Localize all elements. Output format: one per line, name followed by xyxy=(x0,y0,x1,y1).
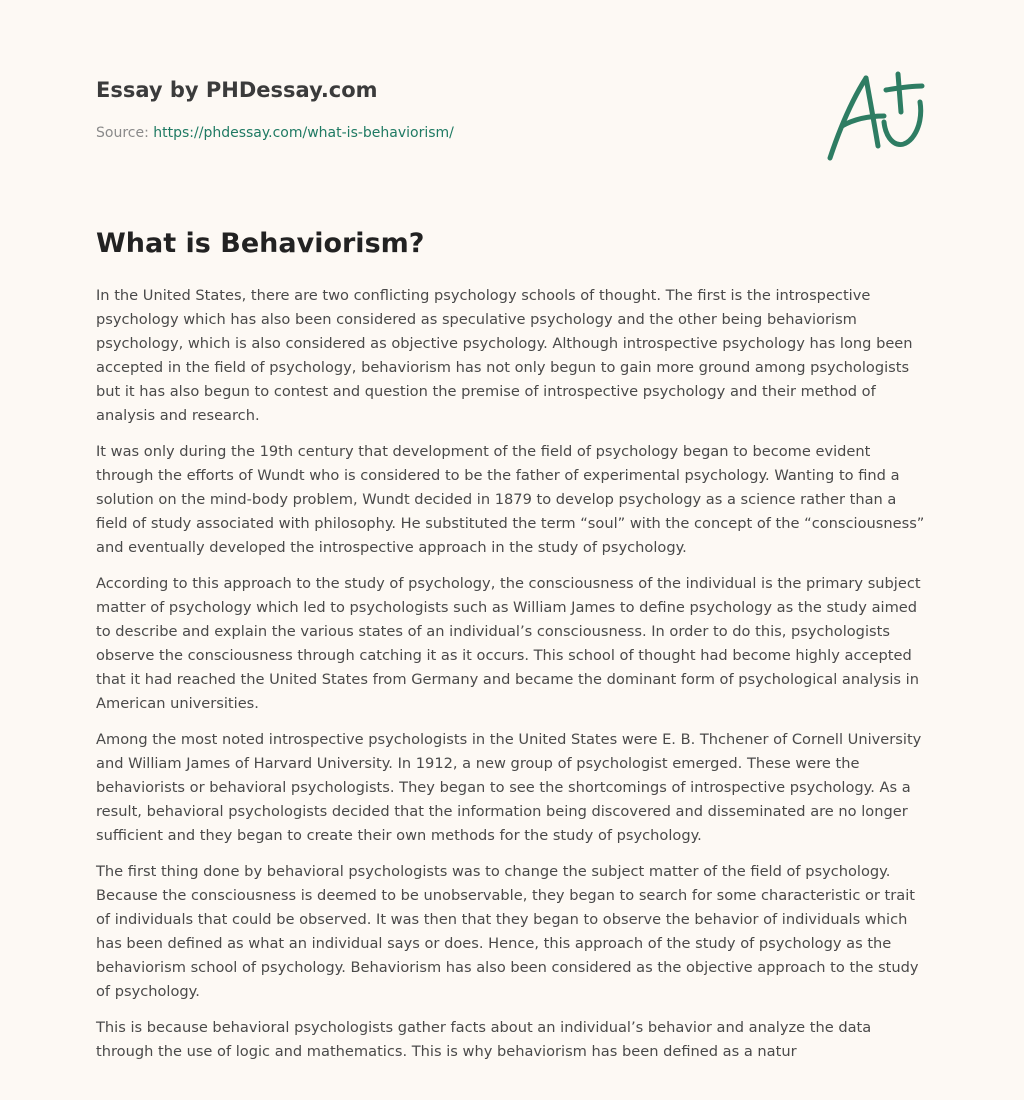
page-header xyxy=(96,76,796,142)
essay-body xyxy=(96,284,930,1076)
source-line xyxy=(96,124,796,142)
site-name: Essay by PHDessay.com xyxy=(96,78,378,102)
essay-paragraph: Among the most noted introspective psychologists in the United States were E. B. Thchener of Cornell University and William James of Harvard University. In 1912, a new group of psychologist emerged. These were the behaviorists or behavioral psychologists. They began to see the shortcomings of introspective psychology. As a result, behavioral psychologists decided that the information being discovered and disseminated are no longer sufficient and they began to create their own methods for the study of psychology. xyxy=(96,731,922,844)
source-label: Source: xyxy=(96,125,154,141)
essay-paragraph: The first thing done by behavioral psychologists was to change the subject matter of the field of psychology. Because the consciousness is deemed to be unobservable, they began to search for some characteristic or trait of individuals that could be observed. It was then that they began to observe the behavior of individuals which has been defined as what an individual says or does. Hence, this approach of the study of psychology as the behaviorism school of psychology. Behaviorism has also been considered as the objective approach to the study of psychology. xyxy=(96,863,919,1000)
essay-paragraph: According to this approach to the study of psychology, the consciousness of the individual is the primary subject matter of psychology which led to psychologists such as William James to define psychology as the study aimed to describe and explain the various states of an individual’s consciousness. In order to do this, psychologists observe the consciousness through catching it as it occurs. This school of thought had become highly accepted that it had reached the United States from Germany and became the dominant form of psychological analysis in American universities. xyxy=(96,575,921,712)
essay-title: What is Behaviorism? xyxy=(96,228,425,259)
source-link[interactable]: https://phdessay.com/what-is-behaviorism/ xyxy=(153,125,454,141)
essay-paragraph: In the United States, there are two conflicting psychology schools of thought. The first is the introspective psychology which has also been considered as speculative psychology and the other being behaviorism psychology, which is also considered as objective psychology. Although introspective psychology has long been accepted in the field of psychology, behaviorism has not only begun to gain more ground among psychologists but it has also begun to contest and question the premise of introspective psychology and their method of analysis and research. xyxy=(96,287,913,424)
essay-paragraph: This is because behavioral psychologists gather facts about an individual’s behavior and analyze the data through the use of logic and mathematics. This is why behaviorism has been defined as a natur xyxy=(96,1019,872,1060)
essay-paragraph: It was only during the 19th century that development of the field of psychology began to become evident through the efforts of Wundt who is considered to be the father of experimental psychology. Wanting to find a solution on the mind-body problem, Wundt decided in 1879 to develop psychology as a science rather than a field of study associated with philosophy. He substituted the term “soul” with the concept of the “consciousness” and eventually developed the introspective approach in the study of psychology. xyxy=(96,443,925,556)
a-plus-logo-icon xyxy=(818,66,934,170)
